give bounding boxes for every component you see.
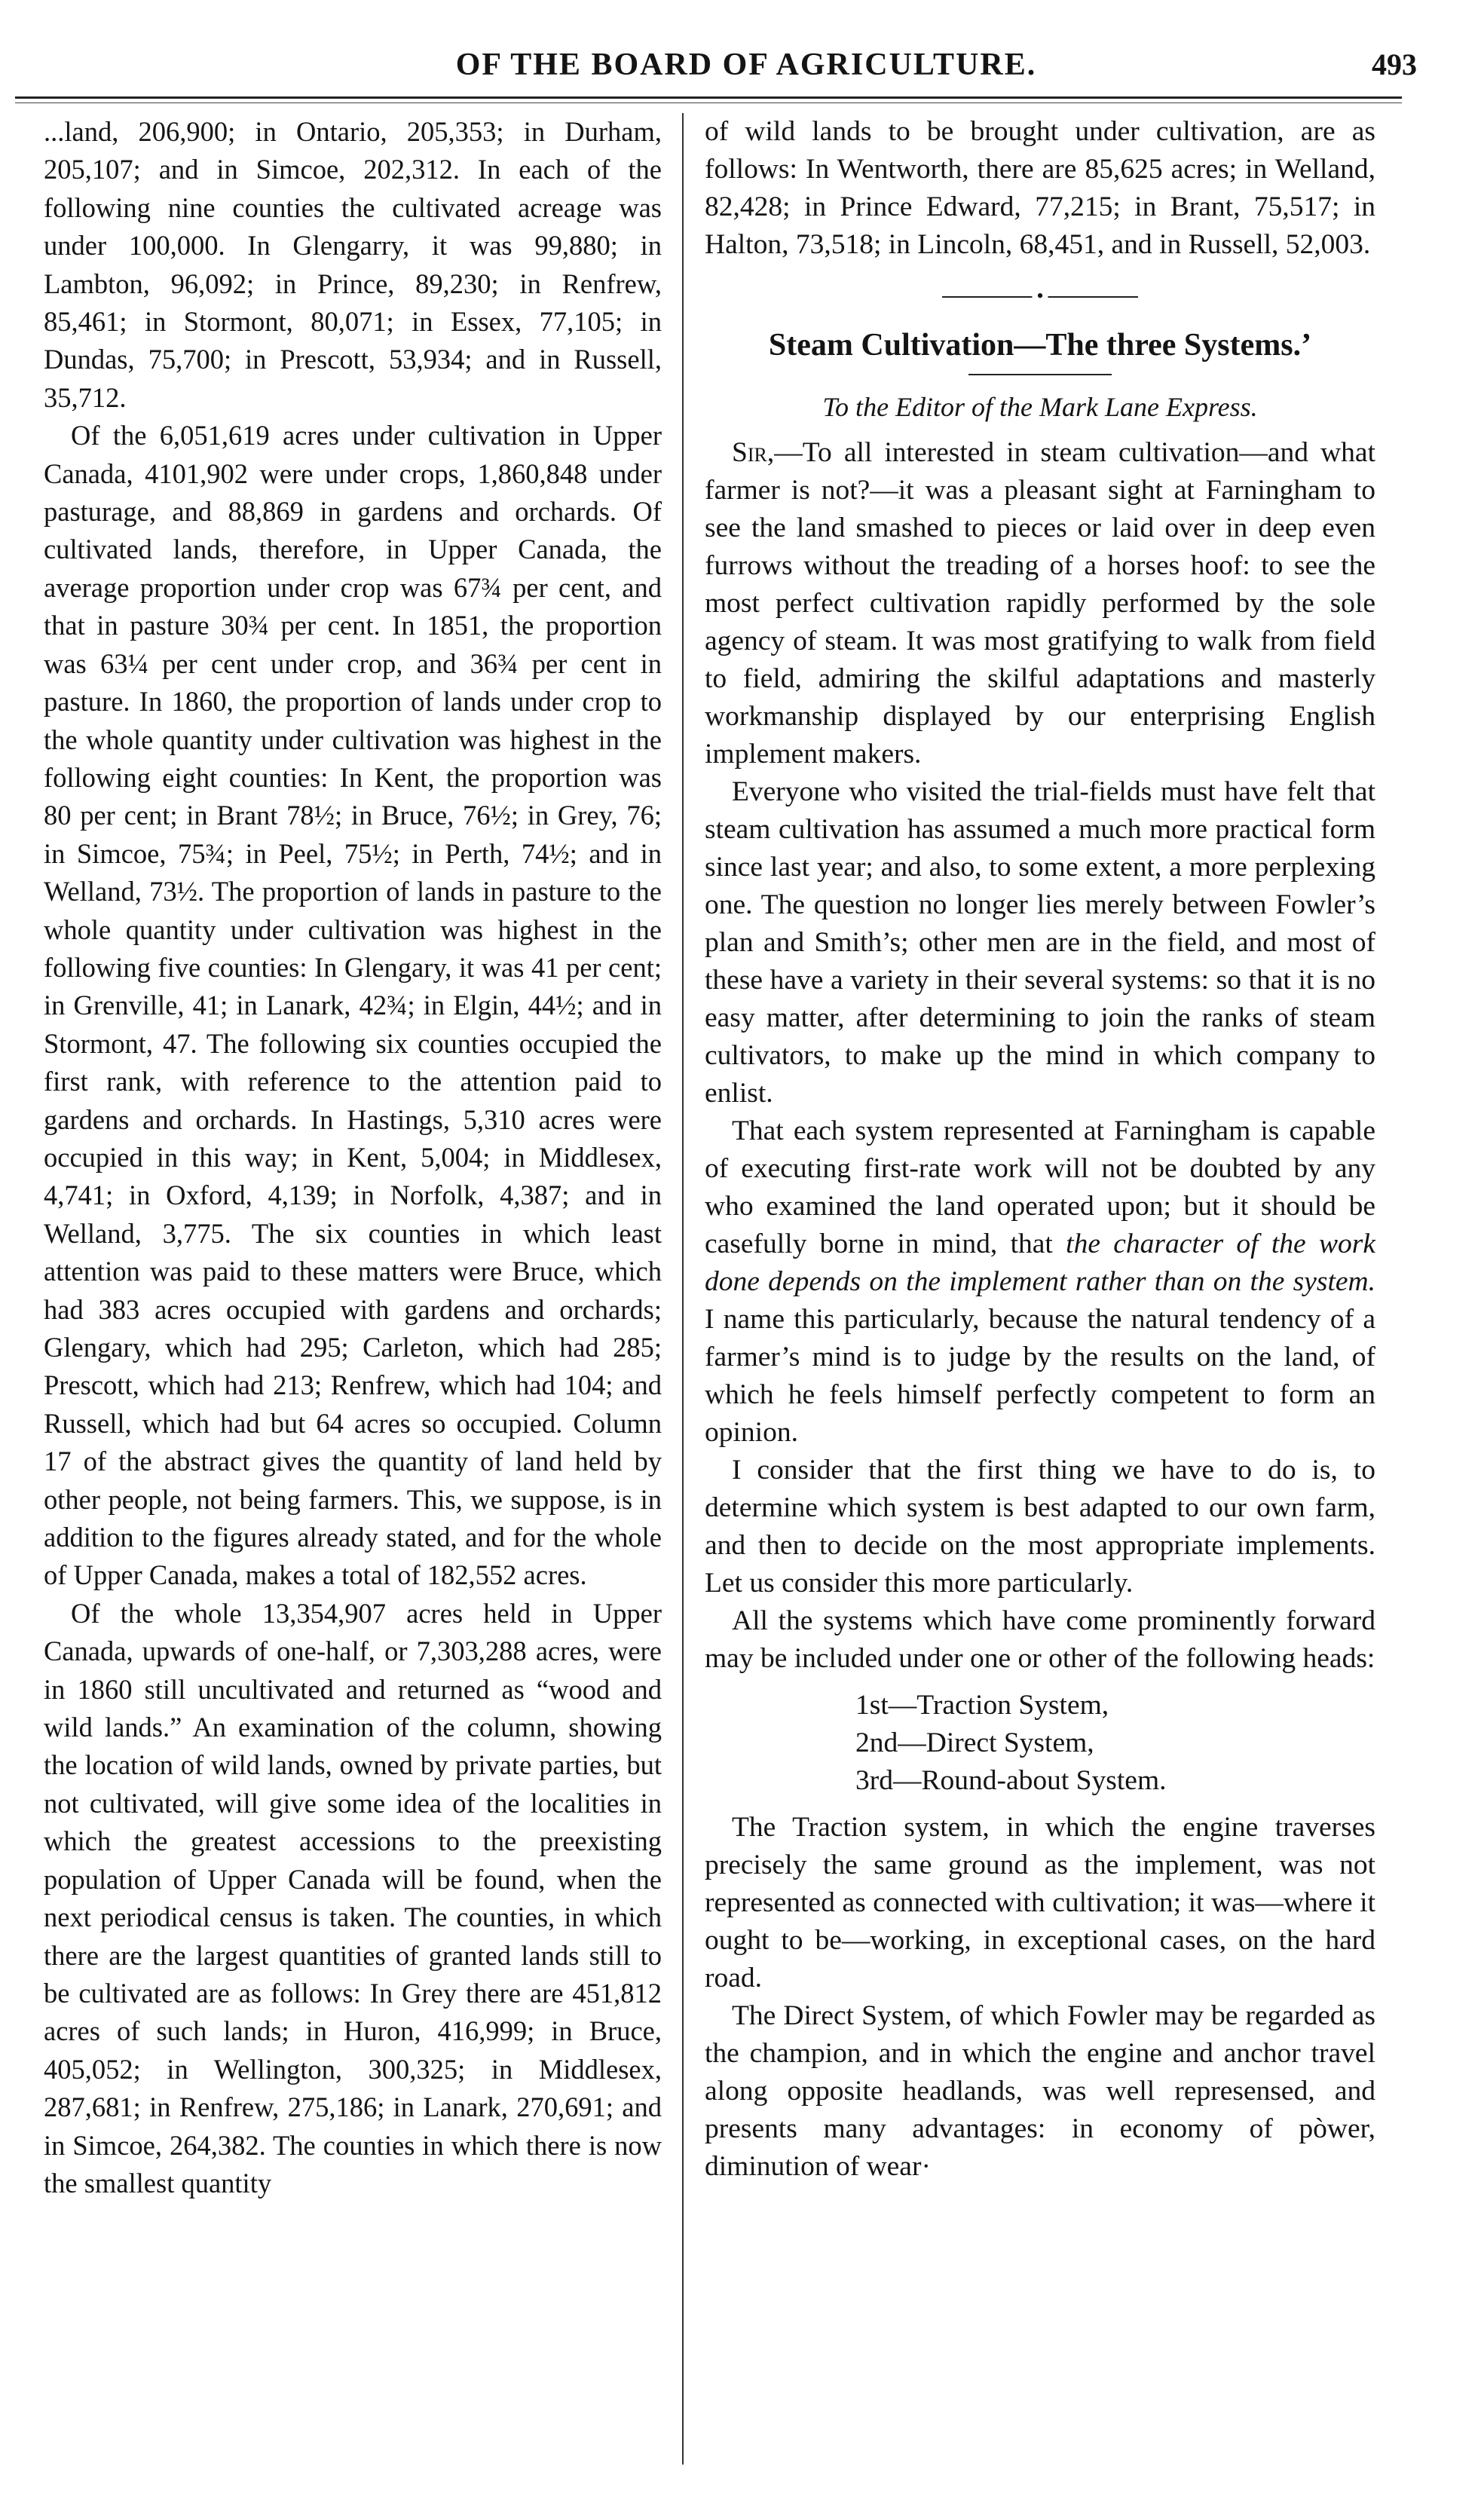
left-paragraph-3: Of the whole 13,354,907 acres held in Upper Canada, upwards of one-half, or 7,303,288 acres, were in 1860 still uncultivated and returned as “wood and wild lands.” An examination of the column, showing the location of wild lands, owned by private parties, but not cultivated, will give some idea of the localities in which the greatest accessions to the preexisting population of Upper Canada will be found, when the next periodical census is taken. The counties, in which there are the largest quantities of granted lands still to be cultivated are as follows: In Grey there are 451,812 acres of such lands; in Huron, 416,999; in Bruce, 405,052; in Wellington, 300,325; in Middlesex, 287,681; in Renfrew, 275,186; in Lanark, 270,691; and in Simcoe, 264,382. The counties in which there is now the smallest quantity	[44, 1597, 662, 2198]
right-column	[705, 113, 1375, 2186]
systems-list	[855, 1687, 1375, 1800]
running-title: OF THE BOARD OF AGRICULTURE.	[455, 47, 1037, 82]
salutation: Sir,	[732, 437, 775, 468]
systems-list-item: 2nd—Direct System,	[855, 1727, 1094, 1758]
running-head	[75, 39, 1417, 92]
article-paragraph-6: The Traction system, in which the engine traverses precisely the same ground as the implement, was not represented as connected with cultivation; it was—where it ought to be—working, in exceptional cases, on the hard road.	[705, 1812, 1375, 1993]
article-paragraph-3-start: That each system represented at Farningham is capable of executing first-rate work will not be doubted by any who examined the land operated upon; but it should be casefully borne in mind, that	[705, 1115, 1375, 1259]
left-paragraph-2: Of the 6,051,619 acres under cultivation in Upper Canada, 4101,902 were under crops, 1,860,848 under pasturage, and 88,869 in gardens and orchards. Of cultivated lands, therefore, in Upper Canada, the average proportion under crop was 67¾ per cent, and that in pasture 30¾ per cent. In 1851, the proportion was 63¼ per cent under crop, and 36¾ per cent in pasture. In 1860, the proportion of lands under crop to the whole quantity under cultivation was highest in the following eight counties: In Kent, the proportion was 80 per cent; in Brant 78½; in Bruce, 76½; in Grey, 76; in Simcoe, 75¾; in Peel, 75½; in Perth, 74½; and in Welland, 73½. The proportion of lands in pasture to the whole quantity under cultivation was highest in the following five counties: In Glengary, it was 41 per cent; in Grenville, 41; in Lanark, 42¾; in Elgin, 44½; and in Stormont, 47. The following six counties occupied the first rank, with reference to the attention paid to gardens and orchards. In Hastings, 5,310 acres were occupied in this way; in Kent, 5,004; in Middlesex, 4,741; in Oxford, 4,139; in Norfolk, 4,387; and in Welland, 3,775. The six counties in which least attention was paid to these matters were Bruce, which had 383 acres occupied with gardens and orchards; Glengary, which had 295; Carleton, which had 285; Prescott, which had 213; Renfrew, which had 104; and Russell, which had but 64 acres so occupied. Column 17 of the abstract gives the quantity of land held by other people, not being farmers. This, we suppose, is in addition to the figures already stated, and for the whole of Upper Canada, makes a total of 182,552 acres.	[44, 420, 662, 1591]
systems-list-item: 3rd—Round-about System.	[855, 1765, 1167, 1796]
article-paragraph-4: I consider that the first thing we have to do is, to determine which system is best adapted to our own farm, and then to decide on the most appropriate implements. Let us consider this more particularly.	[705, 1455, 1375, 1599]
article-title: Steam Cultivation—The three Systems.’	[768, 328, 1312, 363]
article-dateline: To the Editor of the Mark Lane Express.	[822, 392, 1258, 422]
article-paragraph-2: Everyone who visited the trial-fields must have felt that steam cultivation has assumed a much more practical form since last year; and also, to some extent, a more perplexing one. The question no longer lies merely between Fowler’s plan and Smith’s; other men are in the field, and most of these have a variety in their several systems: so that it is no easy matter, after determining to join the ranks of steam cultivators, to make up the mind in which company to enlist.	[705, 776, 1375, 1109]
section-separator	[942, 285, 1138, 307]
right-intro-paragraph: of wild lands to be brought under cultivation, are as follows: In Wentworth, there are 85,625 acres; in Welland, 82,428; in Prince Edward, 77,215; in Brant, 75,517; in Halton, 73,518; in Lincoln, 68,451, and in Russell, 52,003.	[705, 116, 1375, 260]
article-paragraph-7: The Direct System, of which Fowler may be regarded as the champion, and in which the engine and anchor travel along opposite headlands, was well represensed, and presents many advantages: in economy of pòwer, diminution of wear·	[705, 2000, 1375, 2182]
separator-dot-icon: •	[1032, 285, 1048, 308]
article-paragraph-3-end: I name this particularly, because the natural tendency of a farmer’s mind is to judge by the results on the land, of which he feels himself perfectly competent to form an opinion.	[705, 1304, 1375, 1448]
systems-list-item: 1st—Traction System,	[855, 1690, 1109, 1721]
column-divider	[682, 113, 684, 2465]
left-column	[44, 113, 662, 2202]
article-paragraph-1	[705, 434, 1375, 773]
header-rule	[15, 96, 1402, 99]
left-paragraph-1: ...land, 206,900; in Ontario, 205,353; in Durham, 205,107; and in Simcoe, 202,312. In each of the following nine counties the cultivated acreage was under 100,000. In Glengarry, it was 99,880; in Lambton, 96,092; in Prince, 89,230; in Renfrew, 85,461; in Stormont, 80,071; in Essex, 77,105; in Dundas, 75,700; in Prescott, 53,934; and in Russell, 35,712.	[44, 116, 662, 413]
article-paragraph-3-italic: the character of the work done depends on the implement rather than on the system.	[705, 1229, 1375, 1297]
page-number: 493	[1372, 47, 1417, 81]
article-paragraph-1-text: —To all interested in steam cultivation—and what farmer is not?—it was a pleasant sight at Farningham to see the land smashed to pieces or laid over in deep even furrows without the treading of a horses hoof: to see the most perfect cultivation rapidly performed by the sole agency of steam. It was most gratifying to walk from field to field, admiring the skilful adaptations and masterly workmanship displayed by our enterprising English implement makers.	[705, 437, 1375, 770]
article-paragraph-5: All the systems which have come prominently forward may be included under one or other of the following heads:	[705, 1605, 1375, 1674]
article-paragraph-3	[705, 1112, 1375, 1452]
title-rule	[968, 374, 1112, 375]
